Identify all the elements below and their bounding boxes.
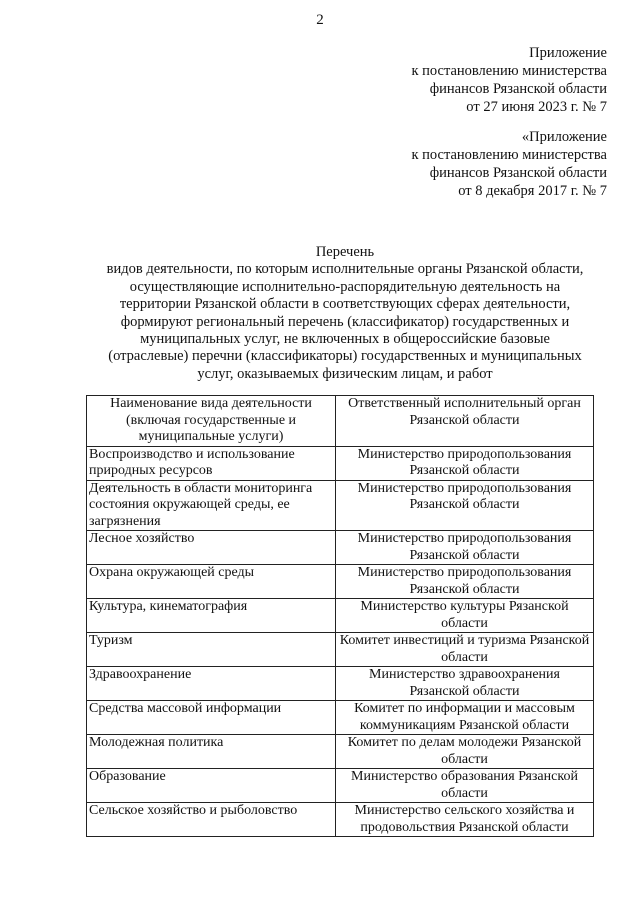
cell-line: (включая государственные и bbox=[125, 412, 297, 428]
cell-line: продовольствия Рязанской области bbox=[360, 819, 569, 835]
cell-line: коммуникациям Рязанской области bbox=[359, 717, 570, 733]
activities-table bbox=[86, 395, 594, 837]
cell-line: природных ресурсов bbox=[89, 463, 213, 478]
cell-line: муниципальные услуги) bbox=[138, 429, 284, 444]
page-number: 2 bbox=[316, 12, 324, 28]
cell-line: Воспроизводство и использование bbox=[89, 446, 295, 462]
appendix-line: финансов Рязанской области bbox=[429, 81, 607, 97]
table-header-row bbox=[87, 396, 594, 447]
appendix-line: к постановлению министерства bbox=[411, 63, 607, 79]
activity-cell bbox=[87, 446, 336, 480]
title-line: территории Рязанской области в соответствующих сферах деятельности, bbox=[119, 296, 571, 313]
table-row bbox=[87, 633, 594, 667]
authority-cell bbox=[336, 701, 594, 735]
title-heading: Перечень bbox=[315, 244, 375, 260]
activity-cell bbox=[87, 667, 336, 701]
title-line: формируют региональный перечень (классификатор) государственных и bbox=[120, 313, 570, 330]
cell-line: Министерство природопользования bbox=[357, 480, 572, 496]
table-row bbox=[87, 565, 594, 599]
cell-line: области bbox=[441, 615, 488, 631]
activity-cell bbox=[87, 531, 336, 565]
cell-line: Рязанской области bbox=[409, 581, 520, 597]
cell-line: Министерство природопользования bbox=[357, 446, 572, 462]
authority-cell bbox=[336, 480, 594, 531]
authority-cell bbox=[336, 803, 594, 837]
header-authority bbox=[336, 396, 594, 447]
document-title bbox=[95, 244, 595, 383]
title-line: (отраслевые) перечни (классификаторы) государственных и муниципальных bbox=[108, 348, 582, 365]
cell-line: Рязанской области bbox=[409, 683, 520, 699]
activity-cell bbox=[87, 565, 336, 599]
table-row bbox=[87, 531, 594, 565]
activity-cell bbox=[87, 735, 336, 769]
appendix-line: к постановлению министерства bbox=[411, 147, 607, 163]
cell-line: Средства массовой информации bbox=[89, 701, 282, 716]
cell-line: Комитет инвестиций и туризма Рязанской bbox=[339, 633, 590, 648]
table-body bbox=[87, 446, 594, 837]
table-row bbox=[87, 735, 594, 769]
table-row bbox=[87, 480, 594, 531]
activity-cell bbox=[87, 599, 336, 633]
authority-cell bbox=[336, 735, 594, 769]
cell-line: Молодежная политика bbox=[89, 735, 224, 750]
cell-line: Лесное хозяйство bbox=[89, 531, 195, 546]
appendix-line: Приложение bbox=[529, 45, 607, 61]
authority-cell bbox=[336, 446, 594, 480]
authority-cell bbox=[336, 599, 594, 633]
cell-line: Комитет по делам молодежи Рязанской bbox=[347, 735, 582, 750]
cell-line: Министерство сельского хозяйства и bbox=[354, 803, 575, 818]
cell-line: загрязнения bbox=[89, 513, 161, 529]
cell-line: Наименование вида деятельности bbox=[110, 396, 312, 411]
cell-line: Министерство природопользования bbox=[357, 531, 572, 546]
authority-cell bbox=[336, 565, 594, 599]
cell-line: области bbox=[441, 751, 488, 767]
table-row bbox=[87, 667, 594, 701]
authority-cell bbox=[336, 769, 594, 803]
appendix-current-reference bbox=[411, 44, 607, 116]
cell-line: Образование bbox=[89, 769, 166, 784]
cell-line: области bbox=[441, 649, 488, 665]
cell-line: Министерство здравоохранения bbox=[369, 667, 560, 682]
cell-line: Деятельность в области мониторинга bbox=[89, 480, 313, 496]
title-line: видов деятельности, по которым исполнительные органы Рязанской области, bbox=[106, 261, 584, 278]
title-line: осуществляющие исполнительно-распорядительную деятельность на bbox=[129, 278, 561, 295]
cell-line: Сельское хозяйство и рыболовство bbox=[89, 803, 298, 818]
appendix-line: «Приложение bbox=[521, 129, 607, 145]
title-line: услуг, оказываемых физическим лицам, и работ bbox=[197, 365, 493, 382]
table-row bbox=[87, 803, 594, 837]
cell-line: Туризм bbox=[89, 633, 133, 648]
cell-line: Рязанской области bbox=[409, 412, 520, 428]
cell-line: Министерство образования Рязанской bbox=[351, 769, 578, 784]
cell-line: состояния окружающей среды, ее bbox=[89, 497, 290, 512]
cell-line: Министерство культуры Рязанской bbox=[360, 599, 569, 614]
activity-cell bbox=[87, 769, 336, 803]
table-row bbox=[87, 769, 594, 803]
cell-line: области bbox=[441, 785, 488, 801]
cell-line: Комитет по информации и массовым bbox=[354, 701, 575, 716]
activity-cell bbox=[87, 701, 336, 735]
appendix-line: от 27 июня 2023 г. № 7 bbox=[466, 99, 607, 115]
header-activity bbox=[87, 396, 336, 447]
cell-line: Ответственный исполнительный орган bbox=[348, 396, 581, 411]
activity-cell bbox=[87, 803, 336, 837]
cell-line: Культура, кинематография bbox=[89, 599, 248, 614]
authority-cell bbox=[336, 531, 594, 565]
appendix-line: от 8 декабря 2017 г. № 7 bbox=[458, 183, 607, 199]
cell-line: Рязанской области bbox=[409, 463, 520, 478]
activity-cell bbox=[87, 480, 336, 531]
cell-line: Министерство природопользования bbox=[357, 565, 572, 580]
title-line: муниципальных услуг, не включенных в общероссийские базовые bbox=[140, 331, 550, 348]
cell-line: Здравоохранение bbox=[89, 667, 192, 682]
appendix-line: финансов Рязанской области bbox=[429, 165, 607, 181]
authority-cell bbox=[336, 633, 594, 667]
cell-line: Рязанской области bbox=[409, 497, 520, 512]
table-row bbox=[87, 446, 594, 480]
cell-line: Рязанской области bbox=[409, 547, 520, 563]
table-row bbox=[87, 701, 594, 735]
table-row bbox=[87, 599, 594, 633]
activity-cell bbox=[87, 633, 336, 667]
authority-cell bbox=[336, 667, 594, 701]
appendix-original-reference bbox=[411, 128, 607, 200]
cell-line: Охрана окружающей среды bbox=[89, 565, 255, 580]
